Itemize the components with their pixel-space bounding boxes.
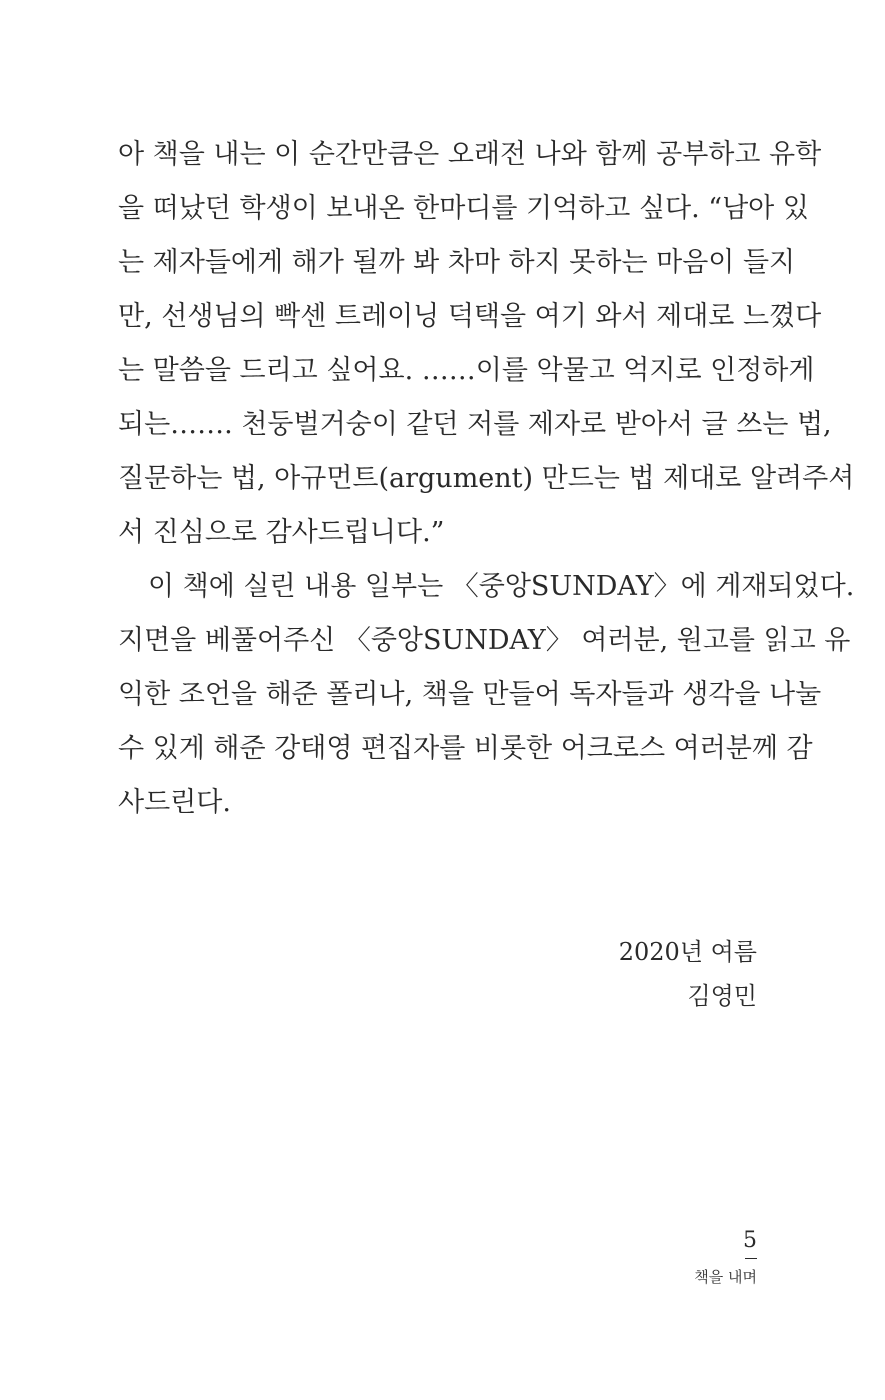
body-line: 을 떠났던 학생이 보내온 한마디를 기억하고 싶다. “남아 있: [118, 193, 809, 224]
body-line: 사드린다.: [118, 787, 231, 818]
body-line: 아 책을 내는 이 순간만큼은 오래전 나와 함께 공부하고 유학: [118, 139, 822, 170]
signature-author: 김영민: [687, 982, 757, 1010]
body-line: 질문하는 법, 아규먼트(argument) 만드는 법 제대로 알려주셔: [118, 463, 855, 494]
body-line: 익한 조언을 해준 폴리나, 책을 만들어 독자들과 생각을 나눌: [118, 679, 822, 710]
signature-block: [619, 930, 757, 1018]
signature-date: 2020년 여름: [618, 938, 757, 966]
folio-divider: [745, 1258, 757, 1259]
body-text: [118, 128, 855, 830]
body-line: 지면을 베풀어주신 〈중앙SUNDAY〉 여러분, 원고를 읽고 유: [118, 625, 851, 656]
page-number: 5: [743, 1228, 757, 1253]
running-title: 책을 내며: [694, 1268, 757, 1286]
body-line: 만, 선생님의 빡센 트레이닝 덕택을 여기 와서 제대로 느꼈다: [118, 301, 822, 332]
body-line: 서 진심으로 감사드립니다.”: [118, 517, 445, 548]
body-line: 이 책에 실린 내용 일부는 〈중앙SUNDAY〉에 게재되었다.: [148, 571, 855, 602]
body-line: 는 제자들에게 해가 될까 봐 차마 하지 못하는 마음이 들지: [118, 247, 796, 278]
body-line: 는 말씀을 드리고 싶어요. ……이를 악물고 억지로 인정하게: [118, 355, 815, 386]
body-line: 되는……. 천둥벌거숭이 같던 저를 제자로 받아서 글 쓰는 법,: [118, 409, 832, 440]
folio: [694, 1228, 757, 1287]
body-line: 수 있게 해준 강태영 편집자를 비롯한 어크로스 여러분께 감: [118, 733, 813, 764]
